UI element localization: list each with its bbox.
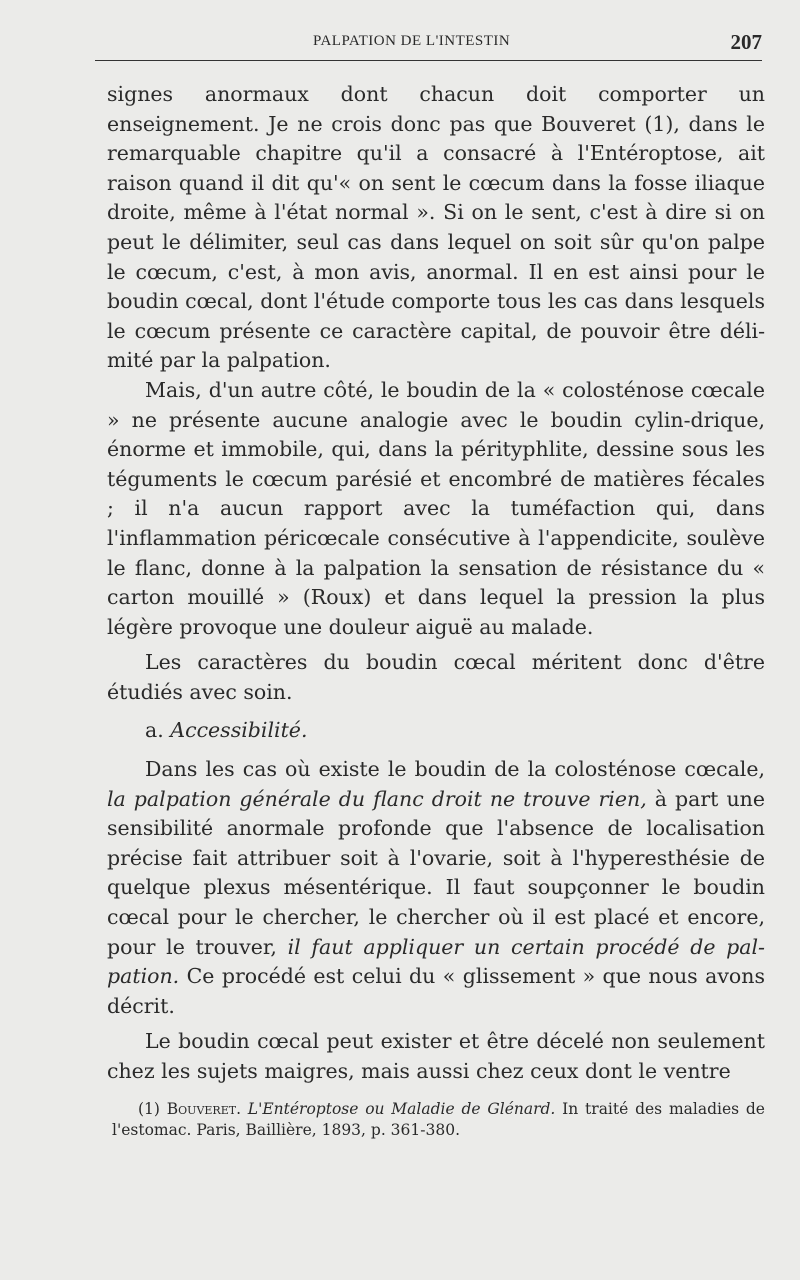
page-number: 207 (730, 30, 762, 54)
footnote-reference: In traité des maladies de l'estomac. Paris, Baillière, 1893, p. 361-380. (112, 1100, 765, 1139)
paragraph-2: Mais, d'un autre côté, le boudin de la « colosténose cœcale » ne présente aucune analogie avec le boudin cylin-drique, énorme et immobile, qui, dans la pérityphlite, dessine sous les téguments le cœcum parésié et encombré de matières fécales ; il n'a aucun rapport avec la tuméfaction qui, dans l'inflammation péricœcale consécutive à l'appendicite, soulève le flanc, donne à la palpation la sensation de résistance du « carton mouillé » (Roux) et dans lequel la pression la plus légère provoque une douleur aiguë au malade. (107, 377, 765, 639)
running-head: PALPATION DE L'INTESTIN (313, 33, 511, 49)
footnote-marker: (1) (138, 1100, 160, 1118)
paragraph-4 (107, 755, 765, 1021)
paragraph-5: Le boudin cœcal peut exister et être décelé non seulement chez les sujets maigres, mais aussi chez ceux dont le ventre (107, 1029, 765, 1083)
footnote-title: L'Entéroptose ou Maladie de Glénard. (247, 1100, 556, 1118)
section-title: Accessibilité. (170, 718, 308, 743)
section-heading (107, 716, 765, 746)
paragraph-3: Les caractères du boudin cœcal méritent donc d'être étudiés avec soin. (107, 650, 765, 704)
body-text (107, 80, 765, 1087)
footnote-author: Bouveret. (166, 1100, 241, 1118)
section-number: a. (145, 718, 164, 743)
page-header (95, 30, 762, 60)
p4-middle: à part une sensibilité anormale profonde que l'absence de localisation précise fait attribuer soit à l'ovarie, soit à l'hyperesthésie de quelque plexus mésentérique. Il faut soupçonner le boudin cœcal pour le chercher, le chercher où il est placé et encore, pour le trouver, (107, 786, 765, 959)
p4-emphasis-2: il faut appliquer un certain procédé de pal-pation. (107, 934, 765, 989)
header-rule (95, 60, 762, 61)
p4-emphasis-1: la palpation générale du flanc droit ne trouve rien, (107, 786, 647, 811)
p4-end: Ce procédé est celui du « glissement » que nous avons décrit. (107, 964, 765, 1018)
paragraph-1: signes anormaux dont chacun doit comporter un enseignement. Je ne crois donc pas que Bouveret (1), dans le remarquable chapitre qu'il a consacré à l'Entéroptose, ait raison quand il dit qu'« on sent le cœcum dans la fosse iliaque droite, même à l'état normal ». Si on le sent, c'est à dire si on peut le délimiter, seul cas dans lequel on soit sûr qu'on palpe le cœcum, c'est, à mon avis, anormal. Il en est ainsi pour le boudin cœcal, dont l'étude comporte tous les cas dans lesquels le cœcum présente ce caractère capital, de pouvoir être déli-mité par la palpation. (107, 82, 765, 373)
footnote (112, 1099, 765, 1141)
p4-start: Dans les cas où existe le boudin de la colosténose cœcale, (145, 757, 765, 782)
